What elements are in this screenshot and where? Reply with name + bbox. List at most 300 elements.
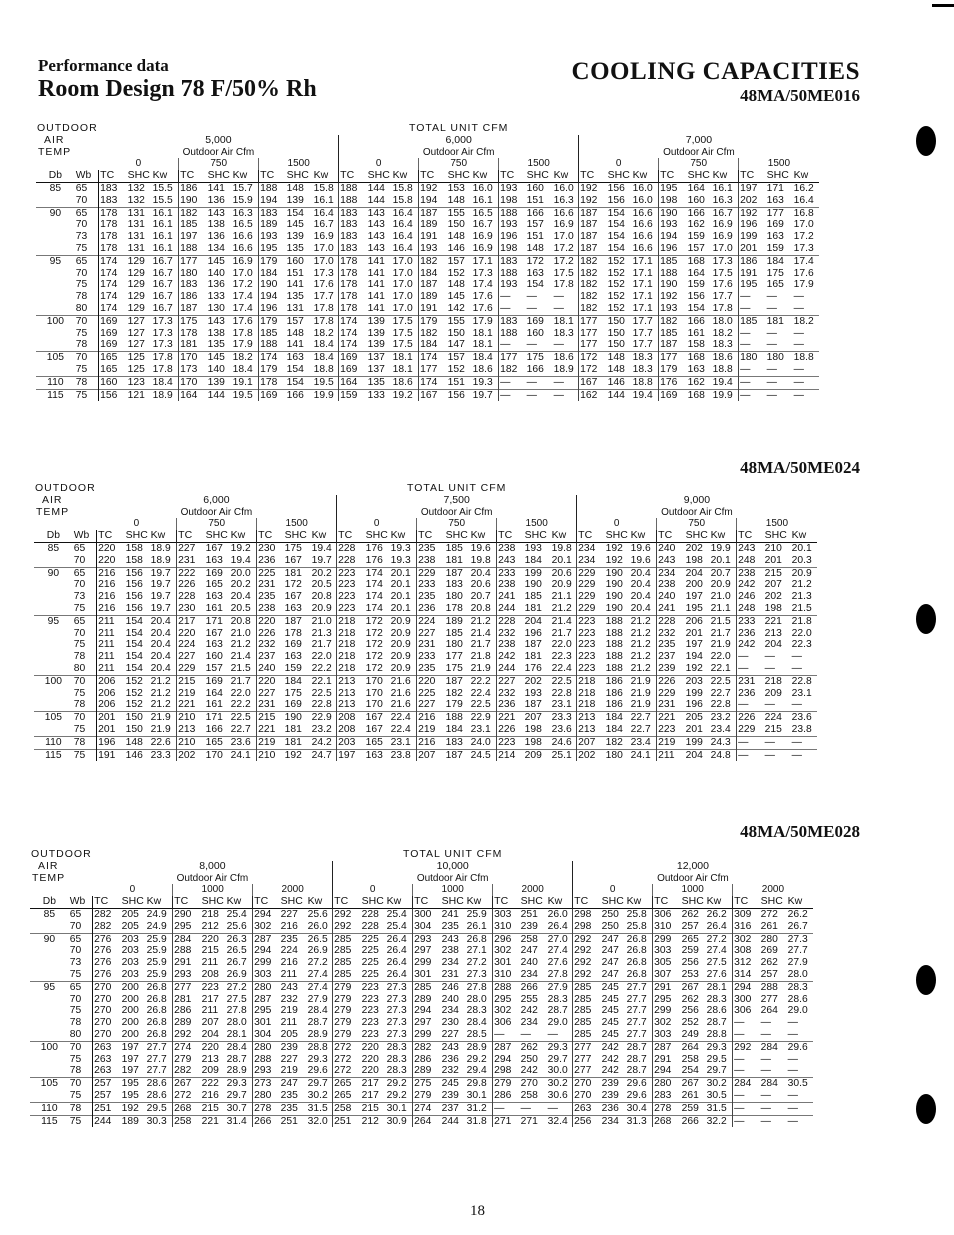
table-cell: 247 bbox=[601, 933, 619, 945]
table-cell: 217 bbox=[361, 1089, 379, 1101]
table-cell: 27.5 bbox=[706, 957, 727, 969]
table-cell: 20.4 bbox=[150, 615, 171, 627]
table-cell: 215 bbox=[257, 712, 284, 724]
wb-value: 70 bbox=[75, 195, 99, 207]
table-cell: — bbox=[791, 662, 802, 674]
table-cell: 218 bbox=[337, 663, 365, 675]
column-label-kw: Kw bbox=[390, 530, 406, 542]
table-cell: 21.3 bbox=[311, 627, 332, 639]
table-cell: 270 bbox=[573, 1090, 601, 1102]
table-cell: 29.3 bbox=[706, 1041, 727, 1053]
table-cell: 188 bbox=[499, 328, 526, 340]
table-cell: 129 bbox=[127, 255, 145, 267]
table-cell: 206 bbox=[685, 615, 703, 627]
table-cell: 216 bbox=[201, 1089, 219, 1101]
table-cell: — bbox=[760, 1017, 771, 1029]
table-cell: 243 bbox=[497, 555, 524, 567]
unit-cfm-value: 10,000 bbox=[333, 861, 573, 873]
wb-value: 70 bbox=[69, 1041, 93, 1053]
table-cell: 160 bbox=[687, 194, 705, 206]
table-cell: 20.8 bbox=[470, 602, 491, 614]
table-cell: 20.9 bbox=[390, 651, 411, 663]
table-cell: 20.2 bbox=[230, 579, 251, 591]
table-cell: 229 bbox=[577, 567, 605, 579]
table-cell: 295 bbox=[493, 994, 520, 1006]
table-cell: 157 bbox=[447, 255, 465, 267]
table-row bbox=[34, 639, 817, 651]
table-cell: 163 bbox=[687, 363, 705, 375]
table-cell: 19.5 bbox=[313, 376, 334, 388]
table-cell: 190 bbox=[179, 195, 207, 207]
table-cell: 22.7 bbox=[630, 712, 651, 724]
table-cell: — bbox=[793, 339, 804, 351]
table-cell: 225 bbox=[417, 688, 445, 700]
temp-label: TEMP bbox=[32, 872, 66, 884]
table-cell: 25.9 bbox=[466, 908, 487, 920]
wb-value: 75 bbox=[69, 1115, 93, 1127]
table-cell: — bbox=[764, 662, 775, 674]
table-cell: 176 bbox=[659, 376, 687, 389]
table-cell: 261 bbox=[681, 1089, 699, 1101]
table-cell: 16.9 bbox=[313, 231, 334, 243]
table-cell: 218 bbox=[337, 651, 365, 663]
header-row-outdoor-air bbox=[34, 507, 817, 519]
table-cell: — bbox=[764, 651, 775, 663]
table-cell: 16.6 bbox=[632, 242, 653, 254]
table-cell: 198 bbox=[499, 195, 526, 207]
table-cell: 302 bbox=[733, 933, 760, 945]
table-cell: 201 bbox=[685, 723, 703, 735]
header-row-outdoor-cfm bbox=[36, 158, 819, 170]
table-cell: 217 bbox=[201, 993, 219, 1005]
table-cell: 163 bbox=[766, 231, 784, 243]
table-cell: 141 bbox=[286, 279, 304, 291]
table-cell: 271 bbox=[520, 1115, 538, 1127]
wb-value: 75 bbox=[73, 749, 97, 761]
table-cell: 20.9 bbox=[390, 639, 411, 651]
table-cell: 150 bbox=[607, 315, 625, 327]
table-cell: 146 bbox=[125, 749, 143, 761]
table-cell: 182 bbox=[579, 303, 607, 315]
table-cell: 17.6 bbox=[232, 315, 253, 327]
table-cell: 163 bbox=[205, 639, 223, 651]
wb-value: 78 bbox=[73, 736, 97, 749]
column-label-kw: Kw bbox=[626, 896, 642, 908]
db-value bbox=[34, 699, 73, 711]
table-row bbox=[30, 908, 813, 920]
table-cell: 278 bbox=[653, 1102, 681, 1115]
table-cell: 218 bbox=[337, 615, 365, 627]
table-cell: 243 bbox=[441, 933, 459, 945]
table-cell: 263 bbox=[93, 1054, 121, 1066]
table-cell: 239 bbox=[601, 1078, 619, 1090]
table-cell: 285 bbox=[573, 981, 601, 993]
table-cell: 298 bbox=[573, 921, 601, 933]
column-label-kw: Kw bbox=[551, 530, 567, 542]
table-cell: 163 bbox=[365, 749, 383, 761]
table-cell: 226 bbox=[657, 675, 685, 687]
table-cell: 17.3 bbox=[793, 242, 814, 254]
table-cell: 19.6 bbox=[470, 542, 491, 554]
table-cell: 307 bbox=[653, 969, 681, 981]
table-cell: — bbox=[766, 327, 777, 339]
table-cell: 175 bbox=[284, 542, 302, 554]
table-cell: 193 bbox=[259, 231, 286, 243]
table-cell: 223 bbox=[657, 724, 685, 736]
column-label-kw: Kw bbox=[392, 170, 408, 182]
table-cell: 285 bbox=[333, 957, 361, 969]
db-value bbox=[36, 291, 75, 303]
table-cell: 229 bbox=[417, 567, 445, 579]
table-cell: 20.4 bbox=[630, 567, 651, 579]
total-unit-cfm-label: TOTAL UNIT CFM bbox=[402, 849, 503, 860]
table-cell: 167 bbox=[419, 389, 447, 401]
outdoor-cfm-value: 750 bbox=[659, 158, 739, 170]
table-cell: 31.2 bbox=[466, 1102, 487, 1114]
table-cell: 17.0 bbox=[392, 279, 413, 291]
table-cell: 172 bbox=[526, 255, 544, 267]
table-cell: 282 bbox=[93, 921, 121, 933]
table-cell: 28.7 bbox=[706, 1017, 727, 1029]
table-cell: 197 bbox=[685, 591, 703, 603]
wb-value: 75 bbox=[69, 1005, 93, 1017]
table-row bbox=[36, 219, 819, 231]
table-cell: 25.4 bbox=[386, 908, 407, 920]
table-cell: 17.5 bbox=[553, 267, 574, 279]
table-cell: 16.4 bbox=[793, 194, 814, 206]
table-cell: 257 bbox=[93, 1090, 121, 1102]
table-cell: 152 bbox=[607, 291, 625, 303]
unit-cfm-value: 12,000 bbox=[573, 861, 813, 873]
table-cell: 193 bbox=[499, 279, 526, 291]
table-cell: 16.7 bbox=[712, 207, 733, 219]
table-cell: 148 bbox=[125, 736, 143, 748]
table-cell: 30.3 bbox=[146, 1115, 167, 1127]
outdoor-cfm-value: 1500 bbox=[739, 158, 819, 170]
column-label-kw: Kw bbox=[386, 896, 402, 908]
table-cell: 294 bbox=[733, 981, 760, 993]
column-label-kw: Kw bbox=[787, 896, 803, 908]
table-cell: 183 bbox=[499, 315, 526, 327]
wb-value: 80 bbox=[75, 303, 99, 315]
table-cell: 291 bbox=[173, 957, 201, 969]
table-cell: 270 bbox=[573, 1078, 601, 1090]
table-cell: — bbox=[764, 699, 775, 711]
table-cell: 26.8 bbox=[626, 945, 647, 957]
table-cell: 183 bbox=[339, 231, 367, 243]
table-cell: 21.0 bbox=[230, 627, 251, 639]
table-cell: 218 bbox=[337, 628, 365, 640]
table-cell: 170 bbox=[365, 675, 383, 687]
performance-table bbox=[30, 849, 813, 1127]
table-cell: 288 bbox=[173, 945, 201, 957]
db-value bbox=[36, 219, 75, 231]
table-cell: 21.6 bbox=[390, 687, 411, 699]
table-cell: 277 bbox=[573, 1041, 601, 1053]
table-cell: 308 bbox=[733, 945, 760, 957]
table-cell: 23.3 bbox=[150, 749, 171, 761]
table-cell: 27.3 bbox=[386, 1028, 407, 1040]
table-cell: 30.1 bbox=[386, 1102, 407, 1114]
table-cell: 187 bbox=[524, 699, 542, 711]
table-cell: 276 bbox=[93, 933, 121, 945]
table-cell: 302 bbox=[653, 1017, 681, 1029]
table-cell: 185 bbox=[259, 328, 286, 340]
table-cell: 189 bbox=[419, 219, 447, 231]
table-row bbox=[34, 579, 817, 591]
outdoor-cfm-value: 750 bbox=[417, 518, 497, 530]
table-cell: 292 bbox=[333, 921, 361, 933]
table-cell: 25.8 bbox=[626, 908, 647, 920]
table-cell: 190 bbox=[659, 279, 687, 291]
table-cell: 156 bbox=[125, 579, 143, 591]
table-cell: 266 bbox=[520, 981, 538, 993]
table-cell: 224 bbox=[177, 639, 205, 651]
table-cell: 190 bbox=[259, 279, 286, 291]
table-cell: 229 bbox=[657, 688, 685, 700]
table-cell: 280 bbox=[253, 1090, 280, 1102]
table-cell: 16.0 bbox=[632, 182, 653, 194]
table-cell: 18.1 bbox=[472, 327, 493, 339]
table-cell: 18.8 bbox=[632, 376, 653, 388]
table-cell: 194 bbox=[259, 291, 286, 303]
table-cell: — bbox=[526, 291, 537, 303]
db-value: 115 bbox=[45, 749, 62, 761]
table-cell: — bbox=[787, 1102, 798, 1114]
table-cell: 227 bbox=[280, 908, 298, 920]
table-cell: 188 bbox=[339, 182, 367, 194]
table-cell: 303 bbox=[253, 969, 280, 981]
table-cell: 231 bbox=[737, 675, 764, 687]
table-cell: 192 bbox=[579, 182, 607, 194]
db-value: 105 bbox=[44, 712, 62, 724]
table-cell: 292 bbox=[573, 957, 601, 969]
table-cell: 258 bbox=[520, 1089, 538, 1101]
table-cell: 16.7 bbox=[152, 267, 173, 279]
table-cell: 211 bbox=[97, 663, 125, 675]
table-cell: 278 bbox=[253, 1102, 280, 1115]
table-cell: 231 bbox=[657, 699, 685, 711]
unit-cfm-value: 6,000 bbox=[339, 135, 579, 147]
table-cell: 197 bbox=[179, 231, 207, 243]
table-cell: 23.2 bbox=[311, 723, 332, 735]
table-cell: 28.1 bbox=[226, 1028, 247, 1040]
table-cell: 22.2 bbox=[470, 675, 491, 687]
table-cell: 27.9 bbox=[307, 993, 328, 1005]
column-label-tc: TC bbox=[413, 896, 441, 908]
wb-value: 65 bbox=[73, 567, 97, 579]
table-cell: 22.9 bbox=[470, 712, 491, 724]
table-cell: 246 bbox=[737, 591, 764, 603]
db-value bbox=[34, 688, 73, 700]
column-label-tc: TC bbox=[177, 530, 205, 542]
table-cell: 202 bbox=[764, 591, 782, 603]
column-label-kw: Kw bbox=[152, 170, 168, 182]
table-cell: 183 bbox=[339, 207, 367, 219]
table-cell: 16.8 bbox=[793, 207, 814, 219]
table-cell: 26.5 bbox=[307, 933, 328, 945]
table-cell: 140 bbox=[207, 267, 225, 279]
table-cell: 21.9 bbox=[630, 687, 651, 699]
table-cell: 233 bbox=[417, 579, 445, 591]
db-value: 115 bbox=[47, 389, 64, 401]
column-label-tc: TC bbox=[173, 896, 201, 908]
table-cell: 157 bbox=[687, 242, 705, 254]
table-cell: 213 bbox=[337, 675, 365, 687]
wb-value: 65 bbox=[75, 255, 99, 267]
table-row bbox=[30, 921, 813, 933]
table-cell: 23.6 bbox=[791, 712, 812, 724]
header-row-columns bbox=[30, 896, 813, 908]
table-cell: 288 bbox=[493, 981, 520, 993]
table-cell: 150 bbox=[447, 327, 465, 339]
table-cell: 291 bbox=[653, 1054, 681, 1066]
table-cell: 242 bbox=[520, 1005, 538, 1017]
table-cell: 213 bbox=[337, 699, 365, 711]
table-cell: — bbox=[737, 663, 764, 675]
table-cell: 22.8 bbox=[791, 675, 812, 687]
table-cell: 164 bbox=[339, 376, 367, 389]
table-cell: 195 bbox=[739, 279, 766, 291]
table-cell: 19.3 bbox=[390, 554, 411, 566]
table-cell: 187 bbox=[579, 219, 607, 231]
table-cell: 295 bbox=[653, 994, 681, 1006]
table-cell: 27.6 bbox=[547, 957, 568, 969]
table-cell: 225 bbox=[361, 968, 379, 980]
table-cell: 18.8 bbox=[712, 363, 733, 375]
table-cell: 202 bbox=[739, 195, 766, 207]
table-cell: 203 bbox=[337, 736, 365, 749]
table-cell: 223 bbox=[361, 1005, 379, 1017]
table-cell: 20.1 bbox=[551, 554, 572, 566]
table-cell: 17.3 bbox=[472, 267, 493, 279]
table-cell: 285 bbox=[573, 994, 601, 1006]
table-cell: 25.6 bbox=[307, 908, 328, 920]
table-cell: 178 bbox=[339, 255, 367, 267]
table-cell: 152 bbox=[125, 699, 143, 711]
table-cell: 17.6 bbox=[472, 302, 493, 314]
table-cell: 199 bbox=[685, 687, 703, 699]
table-cell: 199 bbox=[524, 567, 542, 579]
table-cell: 26.8 bbox=[626, 957, 647, 969]
column-label-tc: TC bbox=[733, 896, 760, 908]
table-cell: 172 bbox=[579, 364, 607, 376]
table-cell: 286 bbox=[493, 1090, 520, 1102]
table-cell: 223 bbox=[577, 639, 605, 651]
table-cell: 17.2 bbox=[793, 231, 814, 243]
table-cell: 230 bbox=[441, 1017, 459, 1029]
table-cell: 174 bbox=[339, 315, 367, 327]
column-label-kw: Kw bbox=[150, 530, 166, 542]
table-cell: 22.5 bbox=[470, 699, 491, 711]
table-cell: 179 bbox=[259, 255, 286, 267]
table-cell: 198 bbox=[659, 195, 687, 207]
table-row bbox=[36, 389, 819, 401]
table-row bbox=[34, 712, 817, 724]
table-cell: 15.8 bbox=[313, 182, 334, 194]
table-cell: 257 bbox=[93, 1078, 121, 1090]
table-cell: 239 bbox=[280, 1041, 298, 1053]
table-cell: 230 bbox=[257, 542, 284, 554]
table-cell: 16.6 bbox=[232, 242, 253, 254]
wb-value: 78 bbox=[75, 376, 99, 389]
table-cell: 26.7 bbox=[787, 920, 808, 932]
table-cell: 228 bbox=[177, 591, 205, 603]
db-value: 100 bbox=[46, 315, 64, 327]
model-title-016: 48MA/50ME016 bbox=[740, 86, 860, 105]
table-row bbox=[30, 1065, 813, 1077]
column-label-kw: Kw bbox=[547, 896, 563, 908]
table-cell: 280 bbox=[253, 981, 280, 993]
table-cell: 133 bbox=[207, 291, 225, 303]
table-cell: 302 bbox=[493, 945, 520, 957]
table-cell: 252 bbox=[681, 1017, 699, 1029]
table-cell: 225 bbox=[361, 957, 379, 969]
table-cell: 193 bbox=[659, 219, 687, 231]
header-row-outdoor-air bbox=[36, 147, 819, 159]
table-cell: 17.6 bbox=[472, 291, 493, 303]
wb-value: 80 bbox=[73, 663, 97, 675]
table-row bbox=[34, 724, 817, 736]
table-cell: 211 bbox=[97, 628, 125, 640]
table-cell: 196 bbox=[259, 303, 286, 315]
column-label-shc: SHC bbox=[121, 896, 144, 908]
table-cell: 193 bbox=[524, 687, 542, 699]
table-cell: 18.9 bbox=[150, 554, 171, 566]
table-cell: 222 bbox=[201, 1078, 219, 1090]
db-value: 95 bbox=[49, 255, 62, 267]
table-cell: 136 bbox=[207, 279, 225, 291]
table-cell: 29.7 bbox=[706, 1065, 727, 1077]
table-cell: 133 bbox=[367, 389, 385, 401]
wb-value: 65 bbox=[69, 981, 93, 993]
table-cell: 28.3 bbox=[386, 1065, 407, 1077]
table-cell: 292 bbox=[333, 908, 361, 920]
table-cell: 216 bbox=[97, 579, 125, 591]
table-cell: 242 bbox=[497, 651, 524, 663]
db-label: Db bbox=[42, 896, 56, 908]
table-cell: 23.6 bbox=[551, 723, 572, 735]
table-cell: 198 bbox=[685, 554, 703, 566]
table-cell: 154 bbox=[526, 279, 544, 291]
table-cell: 165 bbox=[766, 279, 784, 291]
table-cell: 19.9 bbox=[710, 542, 731, 554]
table-cell: 265 bbox=[681, 933, 699, 945]
table-cell: 270 bbox=[93, 1005, 121, 1017]
table-cell: 172 bbox=[284, 579, 302, 591]
db-value bbox=[30, 1029, 69, 1041]
table-cell: 29.6 bbox=[787, 1041, 808, 1053]
table-cell: 300 bbox=[413, 908, 441, 920]
table-cell: 208 bbox=[201, 968, 219, 980]
table-cell: 192 bbox=[739, 207, 766, 219]
table-cell: 24.1 bbox=[230, 749, 251, 761]
table-cell: 141 bbox=[367, 291, 385, 303]
table-cell: 17.4 bbox=[793, 255, 814, 267]
table-cell: 187 bbox=[579, 243, 607, 255]
db-value: 90 bbox=[49, 207, 62, 219]
table-cell: 16.1 bbox=[152, 219, 173, 231]
table-cell: 170 bbox=[179, 352, 207, 364]
table-row bbox=[30, 1005, 813, 1017]
table-row bbox=[30, 945, 813, 957]
table-cell: 17.2 bbox=[232, 279, 253, 291]
page-number: 18 bbox=[470, 1203, 485, 1219]
wb-value: 70 bbox=[73, 675, 97, 687]
column-label-kw: Kw bbox=[307, 896, 323, 908]
table-cell: 180 bbox=[445, 591, 463, 603]
table-cell: 181 bbox=[284, 736, 302, 748]
